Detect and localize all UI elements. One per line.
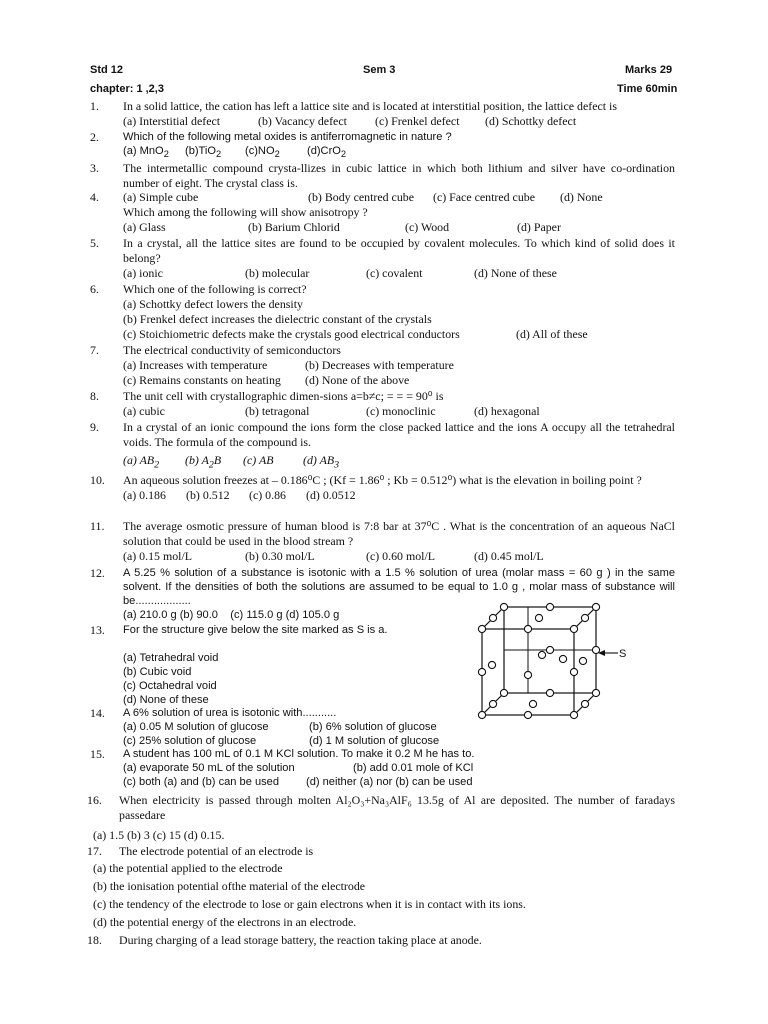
time-label: Time 60min [617,83,678,95]
question-9: 9. In a crystal of an ionic compound the ions form the close packed lattice and the ions A occupy all the tetrahedral voids. The formula of the compound is. (a) $AB_2$ (b) $A_2B$ (c) AB (d) $AB_3$ [90,420,675,471]
question-8: 8. The unit cell with crystallographic dimen-sions a=b≠c; = = = 90⁰ is (a) cubic (b) tetragonal (c) monoclinic (d) hexagonal [90,389,540,418]
question-14: 14. A 6% solution of urea is isotonic with........... (a) 0.05 M solution of glucose (b) 6% solution of glucose (c) 25% solution of glucose (d) 1 M solution of glucose [90,706,440,747]
question-2: 2. Which of the following metal oxides is antiferromagnetic in nature ? (a) MnO$_2$ (b)TiO$_2$ $(c)NO_2$ (d)CrO$_2$ [90,130,452,160]
question-10: 10. An aqueous solution freezes at – 0.186⁰C ; (Kf = 1.86⁰ ; Kb = 0.512⁰) what is the elevation in boiling point ? (a) 0.186 (b) 0.512 (c) 0.86 (d) 0.0512 [90,473,642,502]
std-label: Std 12 [90,64,124,76]
question-15: 15. A student has 100 mL of 0.1 M KCl solution. To make it 0.2 M he has to. (a) evaporate 50 mL of the solution (b) add 0.01 mole of KCl (c) both (a) and (b) can be used (d) neither (a) nor (b) can be used [90,747,475,788]
question-13: 13. For the structure give below the site marked as S is a. (a) Tetrahedral void (b) Cubic void (c) Octahedral void (d) None of these [90,623,388,706]
question-17: 17. The electrode potential of an electrode is (a) the potential applied to the electrode (b) the ionisation potential ofthe material of the electrode (c) the tendency of the electrode to lose or gain electrons when it is in contact with its ions. (d) the potential energy of the electrons in an electrode. [87,844,526,929]
sem-label: Sem 3 [363,64,396,76]
question-1: 1. In a solid lattice, the cation has left a lattice site and is located at interstitial position, the lattice defect is (a) Interstitial defect (b) Vacancy defect (c) Frenkel defect (d) Schottky defect [90,99,617,128]
question-16: 16. When electricity is passed through molten Al₂O₃+Na₃AlF₆ 13.5g of Al are deposited. The number of faradays passedare (a) 1.5 (b) 3 (c) 15 (d) 0.15. [87,793,675,842]
question-11: 11. The average osmotic pressure of human blood is 7:8 bar at 37⁰C . What is the concentration of an aqueous NaCl solution that could be used in the blood stream ? (a) 0.15 mol/L (b) 0.30 mol/L (c) 0.60 mol/L (d) 0.45 mol/L [90,519,675,563]
question-5: 5. In a crystal, all the lattice sites are found to be occupied by covalent molecules. To which kind of solid does it belong? (a) ionic (b) molecular (c) covalent (d) None of these [90,236,675,280]
question-4: 4. (a) Simple cube (b) Body centred cube (c) Face centred cube (d) None Which among the following will show anisotropy ? (a) Glass (b) Barium Chlorid (c) Wood (d) Paper [90,190,603,234]
question-3: 3. The intermetallic compound crysta-llizes in cubic lattice in which both lithium and silver have co-ordination number of eight. The crystal class is. [90,161,675,190]
s-site-label: S [619,648,627,660]
marks-label: Marks 29 [625,64,673,76]
question-18: 18. During charging of a lead storage battery, the reaction taking place at anode. [87,933,482,947]
question-12: 12. A 5.25 % solution of a substance is isotonic with a 1.5 % solution of urea (molar mass = 60 g ) in the same solvent. If the densities of both the solutions are assumed to be equal to 1.0 g , molar mass of substance will be.................. (a) 210.0 g (b) 90.0 (c) 115.0 g (d) 105.0 g [90,566,675,621]
question-7: 7. The electrical conductivity of semiconductors (a) Increases with temperature (b) Decreases with temperature (c) Remains constants on heating (d) None of the above [90,343,454,387]
question-6: 6. Which one of the following is correct? (a) Schottky defect lowers the density (b) Frenkel defect increases the dielectric constant of the crystals (c) Stoichiometric defects make the crystals good electrical conductors (d) All of these [90,282,588,341]
chapter-label: chapter: 1 ,2,3 [90,83,164,95]
